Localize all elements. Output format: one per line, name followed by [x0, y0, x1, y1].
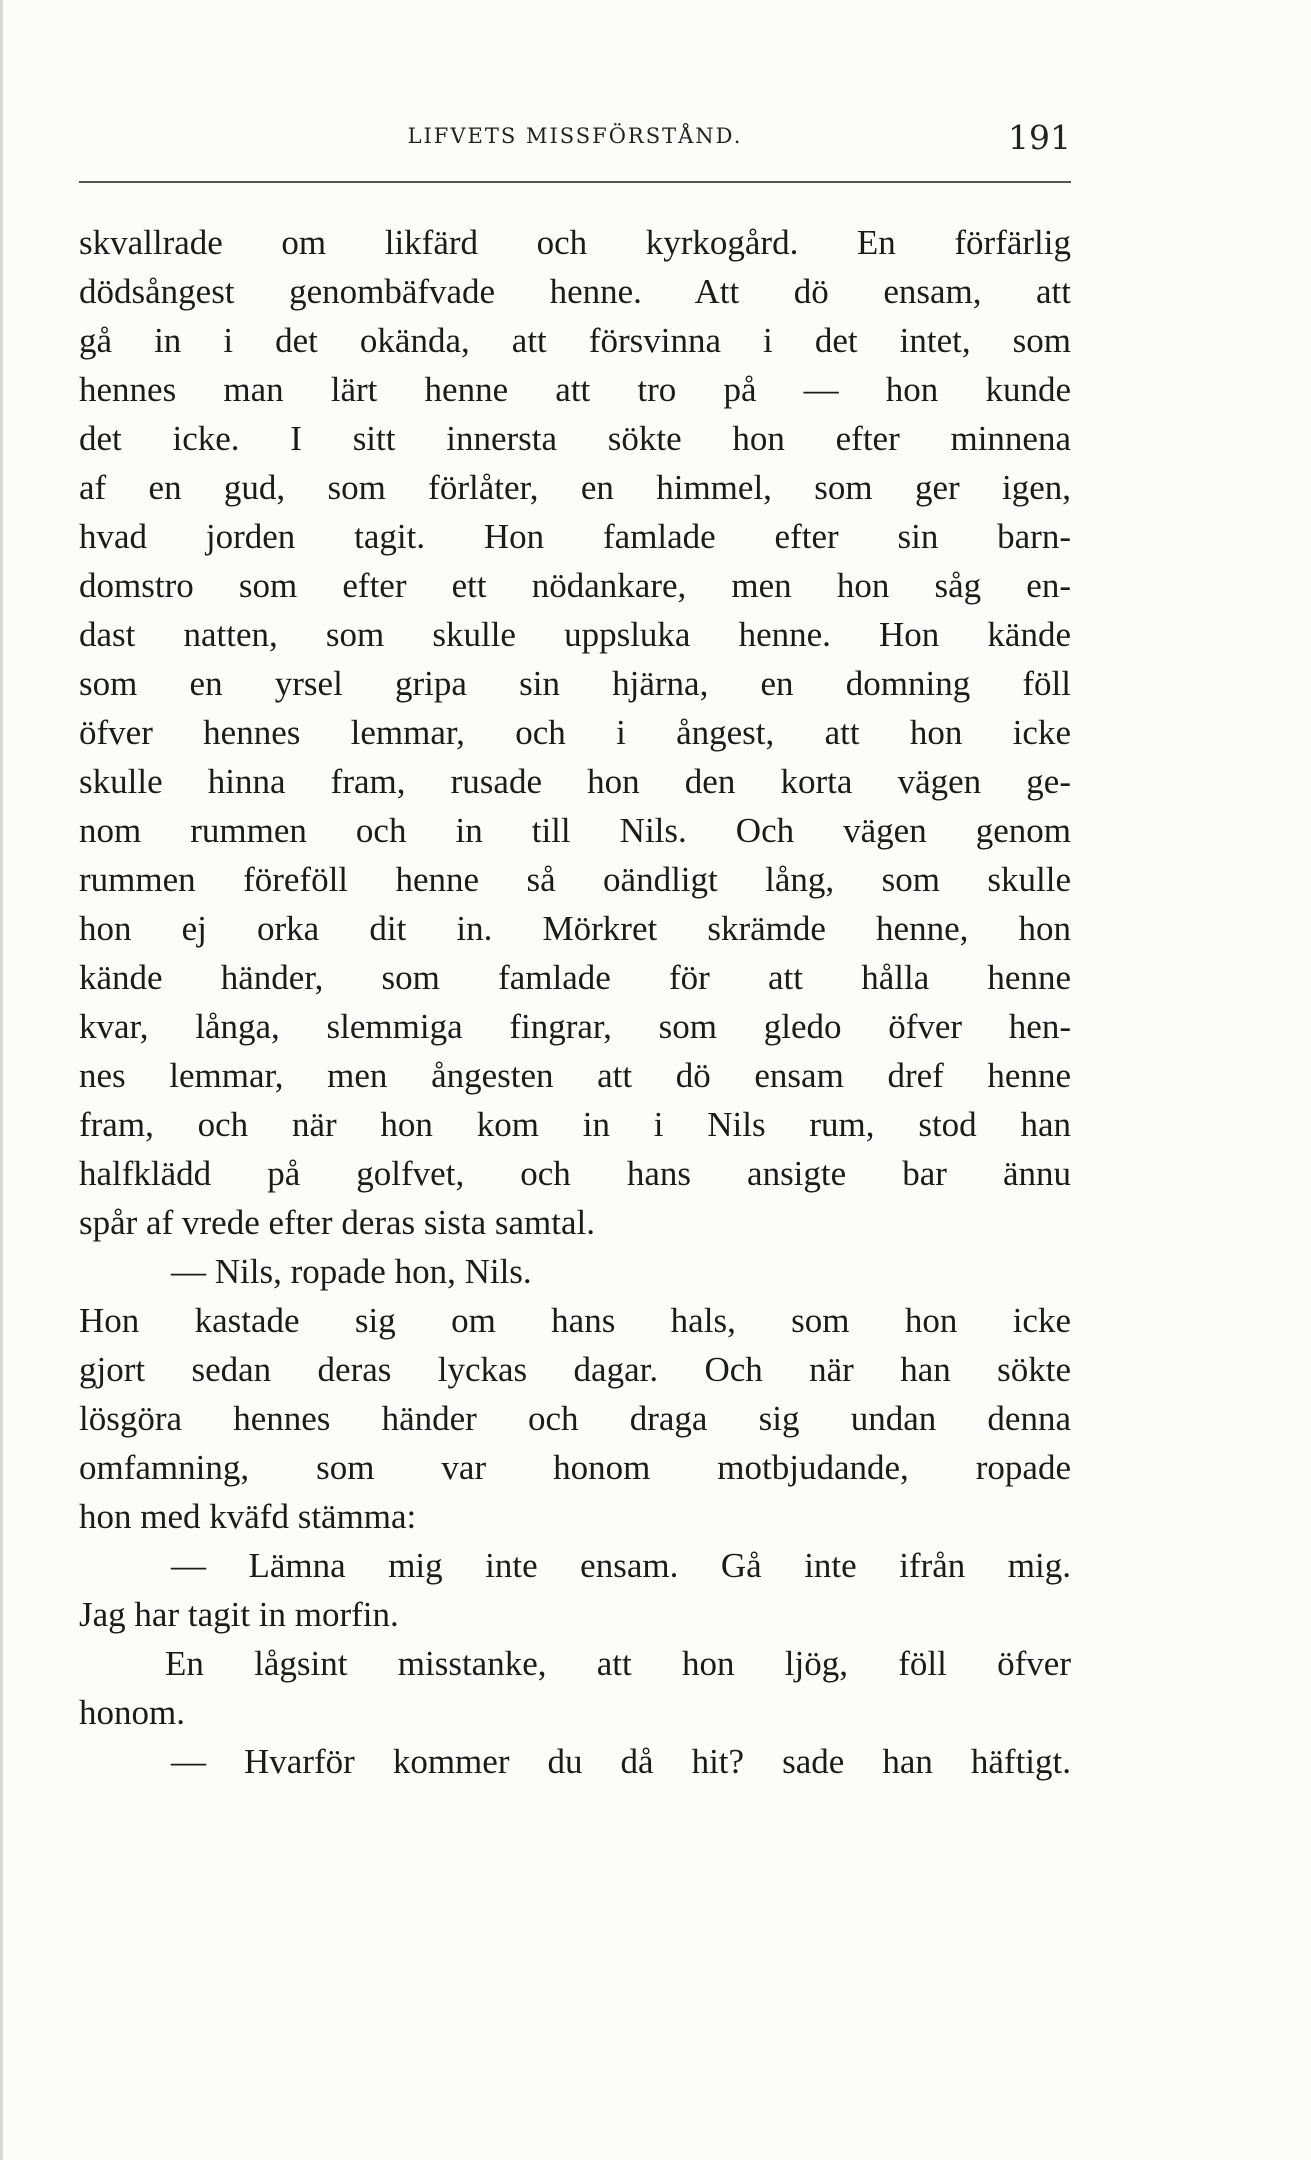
text-line: rummen föreföll henne så oändligt lång, som skulle — [79, 860, 1071, 899]
text-line: halfklädd på golfvet, och hans ansigte bar ännu — [79, 1154, 1071, 1193]
text-line: som en yrsel gripa sin hjärna, en domning föll — [79, 664, 1071, 703]
running-title: LIFVETS MISSFÖRSTÅND. — [407, 124, 743, 148]
dialogue-line: — Lämna mig inte ensam. Gå inte ifrån mig. — [171, 1546, 1071, 1585]
text-line: domstro som efter ett nödankare, men hon såg en- — [79, 566, 1071, 605]
text-line: hon ej orka dit in. Mörkret skrämde henne, hon — [79, 909, 1071, 948]
text-line: öfver hennes lemmar, och i ångest, att hon icke — [79, 713, 1071, 752]
text-line: det icke. I sitt innersta sökte hon efter minnena — [79, 419, 1071, 458]
text-line: omfamning, som var honom motbjudande, ropade — [79, 1448, 1071, 1487]
text-line: skvallrade om likfärd och kyrkogård. En förfärlig — [79, 223, 1071, 262]
text-line: Jag har tagit in morfin. — [79, 1595, 399, 1634]
text-line: hvad jorden tagit. Hon famlade efter sin barn- — [79, 517, 1071, 556]
dialogue-line: — Nils, ropade hon, Nils. — [171, 1252, 532, 1291]
text-line: honom. — [79, 1693, 185, 1732]
text-line: nes lemmar, men ångesten att dö ensam dref henne — [79, 1056, 1071, 1095]
text-line: dödsångest genombäfvade henne. Att dö ensam, att — [79, 272, 1071, 311]
text-line: hon med kväfd stämma: — [79, 1497, 417, 1536]
text-line: spår af vrede efter deras sista samtal. — [79, 1203, 596, 1242]
text-line: nom rummen och in till Nils. Och vägen genom — [79, 811, 1071, 850]
page-number: 191 — [1008, 118, 1071, 157]
body-text — [79, 218, 1071, 1786]
text-line: gå in i det okända, att försvinna i det intet, som — [79, 321, 1071, 360]
text-line: af en gud, som förlåter, en himmel, som ger igen, — [79, 468, 1071, 507]
text-line: fram, och när hon kom in i Nils rum, stod han — [79, 1105, 1071, 1144]
text-line: skulle hinna fram, rusade hon den korta vägen ge- — [79, 762, 1071, 801]
text-line: gjort sedan deras lyckas dagar. Och när han sökte — [79, 1350, 1071, 1389]
dialogue-line: — Hvarför kommer du då hit? sade han häftigt. — [171, 1742, 1071, 1781]
text-line: kvar, långa, slemmiga fingrar, som gledo öfver hen- — [79, 1007, 1071, 1046]
text-line: Hon kastade sig om hans hals, som hon icke — [79, 1301, 1071, 1340]
text-line: kände händer, som famlade för att hålla henne — [79, 958, 1071, 997]
running-head — [79, 118, 1071, 162]
text-line: hennes man lärt henne att tro på — hon kunde — [79, 370, 1071, 409]
text-line: dast natten, som skulle uppsluka henne. Hon kände — [79, 615, 1071, 654]
text-line: lösgöra hennes händer och draga sig undan denna — [79, 1399, 1071, 1438]
header-rule — [79, 181, 1071, 183]
text-line: En lågsint misstanke, att hon ljög, föll öfver — [165, 1644, 1071, 1683]
